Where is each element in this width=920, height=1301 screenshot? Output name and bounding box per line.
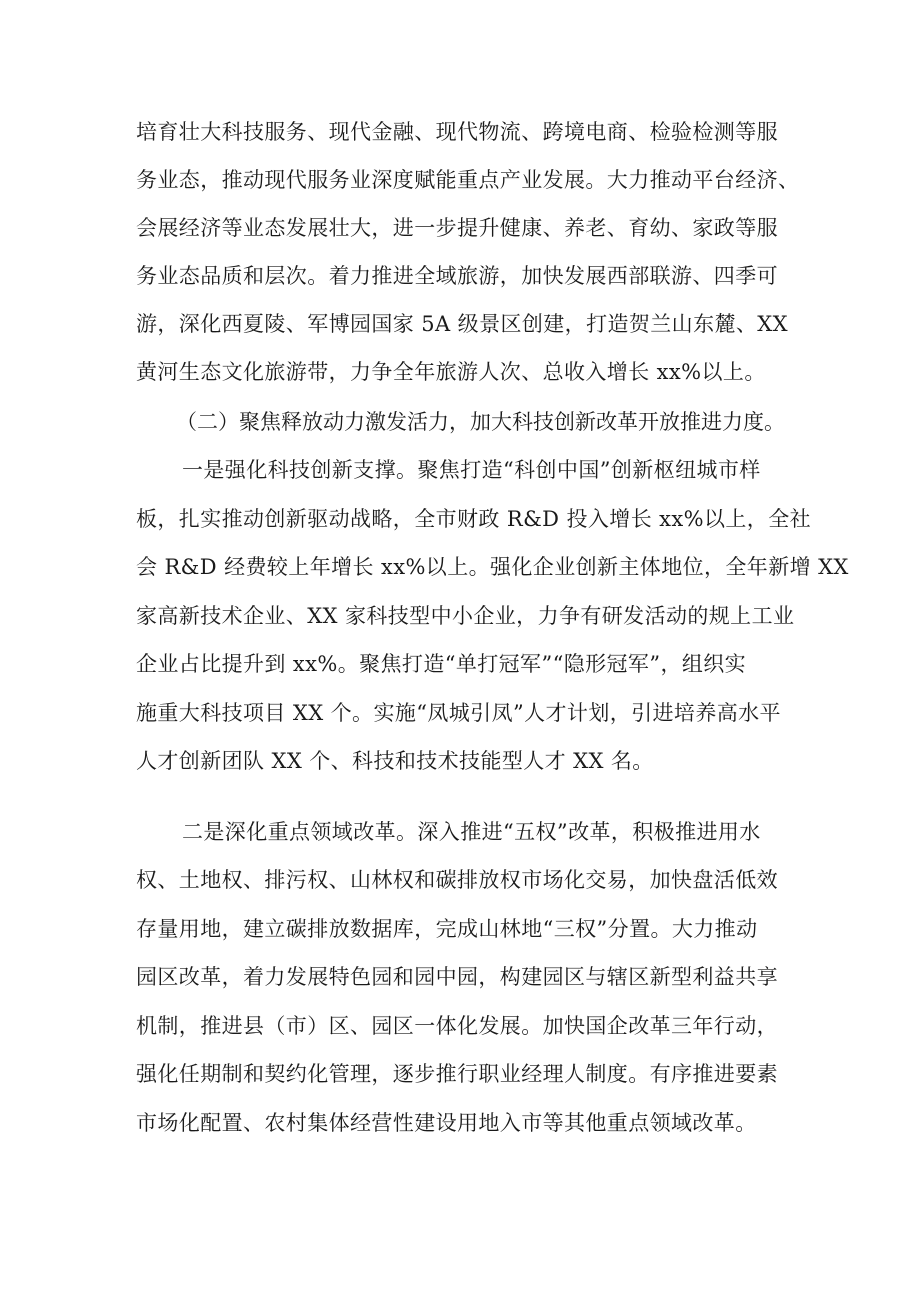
- text-line: 家高新技术企业、XX 家科技型中小企业，力争有研发活动的规上工业: [136, 604, 795, 628]
- text-line: 施重大科技项目 XX 个。实施“凤城引凤”人才计划，引进培养高水平: [136, 701, 781, 725]
- text-line: 板，扎实推动创新驱动战略，全市财政 R&D 投入增长 xx%以上，全社: [136, 507, 812, 531]
- text-line: 会 R&D 经费较上年增长 xx%以上。强化企业创新主体地位，全年新增 XX: [136, 555, 849, 579]
- text-line: 存量用地，建立碳排放数据库，完成山林地“三权”分置。大力推动: [136, 917, 758, 941]
- text-line: 黄河生态文化旅游带，力争全年旅游人次、总收入增长 xx%以上。: [136, 360, 766, 384]
- text-line: 培育壮大科技服务、现代金融、现代物流、跨境电商、检验检测等服: [136, 120, 778, 144]
- text-line: 市场化配置、农村集体经营性建设用地入市等其他重点领域改革。: [136, 1111, 757, 1135]
- text-line: 机制，推进县（市）区、园区一体化发展。加快国企改革三年行动，: [136, 1014, 778, 1038]
- text-line: 务业态，推动现代服务业深度赋能重点产业发展。大力推动平台经济、: [136, 168, 800, 192]
- text-line: 会展经济等业态发展壮大，进一步提升健康、养老、育幼、家政等服: [136, 216, 778, 240]
- text-line: 一是强化科技创新支撑。聚焦打造“科创中国”创新枢纽城市样: [182, 458, 761, 482]
- text-line: 权、土地权、排污权、山林权和碳排放权市场化交易，加快盘活低效: [136, 868, 778, 892]
- section-heading: （二）聚焦释放动力激发活力，加大科技创新改革开放推进力度。: [176, 410, 785, 434]
- text-line: 人才创新团队 XX 个、科技和技术技能型人才 XX 名。: [136, 749, 654, 773]
- text-line: 务业态品质和层次。着力推进全域旅游，加快发展西部联游、四季可: [136, 264, 778, 288]
- text-line: 二是深化重点领域改革。深入推进“五权”改革，积极推进用水: [182, 820, 761, 844]
- text-line: 强化任期制和契约化管理，逐步推行职业经理人制度。有序推进要素: [136, 1062, 778, 1086]
- text-line: 园区改革，着力发展特色园和园中园，构建园区与辖区新型利益共享: [136, 965, 778, 989]
- text-line: 游，深化西夏陵、军博园国家 5A 级景区创建，打造贺兰山东麓、XX: [136, 312, 788, 336]
- text-line: 企业占比提升到 xx%。聚焦打造“单打冠军”“隐形冠军”，组织实: [136, 652, 747, 676]
